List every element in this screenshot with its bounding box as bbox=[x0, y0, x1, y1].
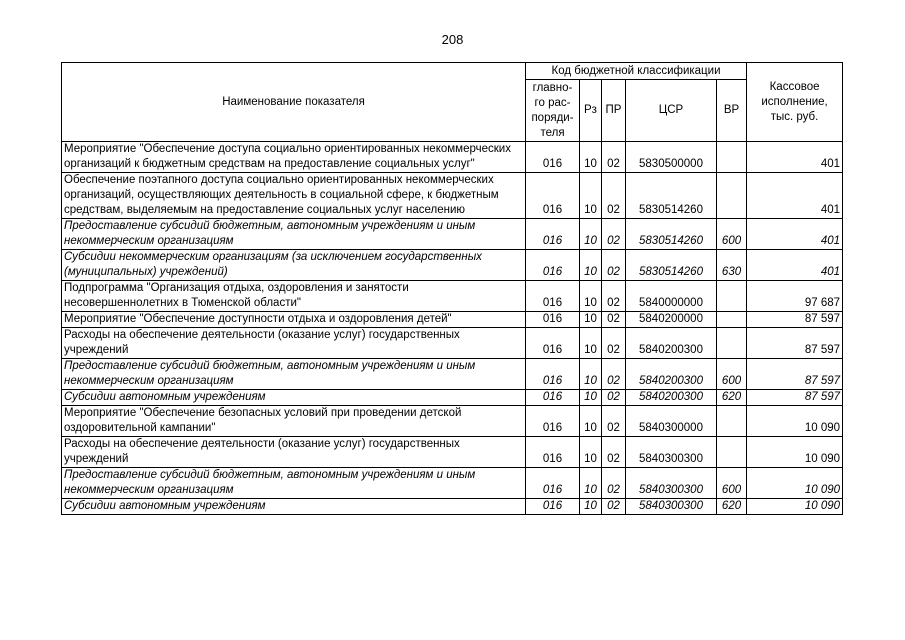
row-vr-cell bbox=[717, 437, 747, 468]
row-csr-cell: 5840300300 bbox=[626, 468, 717, 499]
row-name-cell: Субсидии некоммерческим организациям (за исключением государственных (муниципальных) учреждений) bbox=[62, 250, 526, 281]
row-grbs-cell: 016 bbox=[526, 250, 580, 281]
row-pr-cell: 02 bbox=[602, 359, 626, 390]
table-row bbox=[62, 250, 843, 281]
table-row bbox=[62, 142, 843, 173]
row-csr-cell: 5840200000 bbox=[626, 312, 717, 328]
table-row bbox=[62, 406, 843, 437]
row-pr-cell: 02 bbox=[602, 281, 626, 312]
row-name-cell: Мероприятие "Обеспечение доступности отдыха и оздоровления детей" bbox=[62, 312, 526, 328]
row-csr-cell: 5840300000 bbox=[626, 406, 717, 437]
row-vr-cell bbox=[717, 142, 747, 173]
row-pr-cell: 02 bbox=[602, 499, 626, 515]
row-amount-cell: 10 090 bbox=[747, 406, 843, 437]
row-grbs-cell: 016 bbox=[526, 468, 580, 499]
row-csr-cell: 5840200300 bbox=[626, 359, 717, 390]
row-grbs-cell: 016 bbox=[526, 173, 580, 219]
header-csr: ЦСР bbox=[626, 80, 717, 142]
row-vr-cell: 600 bbox=[717, 468, 747, 499]
row-vr-cell bbox=[717, 312, 747, 328]
row-pr-cell: 02 bbox=[602, 173, 626, 219]
row-grbs-cell: 016 bbox=[526, 281, 580, 312]
row-rz-cell: 10 bbox=[580, 219, 602, 250]
table-row bbox=[62, 173, 843, 219]
row-vr-cell: 600 bbox=[717, 219, 747, 250]
row-grbs-cell: 016 bbox=[526, 219, 580, 250]
header-vr: ВР bbox=[717, 80, 747, 142]
budget-execution-table bbox=[61, 62, 843, 515]
row-pr-cell: 02 bbox=[602, 437, 626, 468]
row-name-cell: Расходы на обеспечение деятельности (оказание услуг) государственных учреждений bbox=[62, 437, 526, 468]
row-name-cell: Расходы на обеспечение деятельности (оказание услуг) государственных учреждений bbox=[62, 328, 526, 359]
row-rz-cell: 10 bbox=[580, 390, 602, 406]
row-amount-cell: 401 bbox=[747, 173, 843, 219]
row-amount-cell: 10 090 bbox=[747, 468, 843, 499]
row-name-cell: Предоставление субсидий бюджетным, автономным учреждениям и иным некоммерческим организациям bbox=[62, 359, 526, 390]
row-csr-cell: 5840200300 bbox=[626, 328, 717, 359]
header-amount: Кассовое исполнение, тыс. руб. bbox=[747, 63, 843, 142]
row-vr-cell bbox=[717, 281, 747, 312]
row-vr-cell bbox=[717, 406, 747, 437]
row-amount-cell: 97 687 bbox=[747, 281, 843, 312]
row-grbs-cell: 016 bbox=[526, 328, 580, 359]
row-name-cell: Мероприятие "Обеспечение доступа социально ориентированных некоммерческих организаций к бюджетным средствам на предоставление социальных услуг" bbox=[62, 142, 526, 173]
row-name-cell: Предоставление субсидий бюджетным, автономным учреждениям и иным некоммерческим организациям bbox=[62, 468, 526, 499]
row-grbs-cell: 016 bbox=[526, 312, 580, 328]
row-pr-cell: 02 bbox=[602, 468, 626, 499]
table-row bbox=[62, 437, 843, 468]
header-pr: ПР bbox=[602, 80, 626, 142]
table-row bbox=[62, 281, 843, 312]
row-name-cell: Мероприятие "Обеспечение безопасных условий при проведении детской оздоровительной кампании" bbox=[62, 406, 526, 437]
row-rz-cell: 10 bbox=[580, 499, 602, 515]
row-pr-cell: 02 bbox=[602, 312, 626, 328]
row-pr-cell: 02 bbox=[602, 142, 626, 173]
table-row bbox=[62, 312, 843, 328]
row-vr-cell bbox=[717, 328, 747, 359]
row-grbs-cell: 016 bbox=[526, 437, 580, 468]
row-rz-cell: 10 bbox=[580, 173, 602, 219]
row-rz-cell: 10 bbox=[580, 468, 602, 499]
row-vr-cell: 600 bbox=[717, 359, 747, 390]
row-grbs-cell: 016 bbox=[526, 406, 580, 437]
row-amount-cell: 87 597 bbox=[747, 312, 843, 328]
row-rz-cell: 10 bbox=[580, 437, 602, 468]
row-grbs-cell: 016 bbox=[526, 390, 580, 406]
row-amount-cell: 401 bbox=[747, 250, 843, 281]
row-amount-cell: 10 090 bbox=[747, 499, 843, 515]
page-number: 208 bbox=[441, 32, 464, 47]
table-row bbox=[62, 359, 843, 390]
row-pr-cell: 02 bbox=[602, 390, 626, 406]
row-csr-cell: 5840000000 bbox=[626, 281, 717, 312]
row-csr-cell: 5840200300 bbox=[626, 390, 717, 406]
row-amount-cell: 87 597 bbox=[747, 328, 843, 359]
row-amount-cell: 401 bbox=[747, 219, 843, 250]
row-grbs-cell: 016 bbox=[526, 142, 580, 173]
row-rz-cell: 10 bbox=[580, 359, 602, 390]
row-name-cell: Предоставление субсидий бюджетным, автономным учреждениям и иным некоммерческим организациям bbox=[62, 219, 526, 250]
row-name-cell: Обеспечение поэтапного доступа социально ориентированных некоммерческих организаций, осуществляющих деятельность в социальной сфере, к бюджетным средствам, выделяемым на предоставление социальных услуг населению bbox=[62, 173, 526, 219]
row-csr-cell: 5830514260 bbox=[626, 173, 717, 219]
row-grbs-cell: 016 bbox=[526, 359, 580, 390]
row-name-cell: Подпрограмма "Организация отдыха, оздоровления и занятости несовершеннолетних в Тюменской области" bbox=[62, 281, 526, 312]
row-vr-cell: 620 bbox=[717, 499, 747, 515]
row-pr-cell: 02 bbox=[602, 219, 626, 250]
row-rz-cell: 10 bbox=[580, 328, 602, 359]
row-grbs-cell: 016 bbox=[526, 499, 580, 515]
row-pr-cell: 02 bbox=[602, 406, 626, 437]
table-row bbox=[62, 390, 843, 406]
row-name-cell: Субсидии автономным учреждениям bbox=[62, 390, 526, 406]
header-rz: Рз bbox=[580, 80, 602, 142]
row-vr-cell: 620 bbox=[717, 390, 747, 406]
row-csr-cell: 5830514260 bbox=[626, 250, 717, 281]
header-name: Наименование показателя bbox=[62, 63, 526, 142]
row-pr-cell: 02 bbox=[602, 250, 626, 281]
row-csr-cell: 5840300300 bbox=[626, 437, 717, 468]
row-amount-cell: 401 bbox=[747, 142, 843, 173]
row-name-cell: Субсидии автономным учреждениям bbox=[62, 499, 526, 515]
row-rz-cell: 10 bbox=[580, 281, 602, 312]
table-row bbox=[62, 499, 843, 515]
header-grbs: главно-го рас-поряди-теля bbox=[526, 80, 580, 142]
row-csr-cell: 5830500000 bbox=[626, 142, 717, 173]
row-pr-cell: 02 bbox=[602, 328, 626, 359]
row-csr-cell: 5830514260 bbox=[626, 219, 717, 250]
table-row bbox=[62, 328, 843, 359]
table-row bbox=[62, 219, 843, 250]
row-rz-cell: 10 bbox=[580, 406, 602, 437]
header-code-group: Код бюджетной классификации bbox=[526, 63, 747, 80]
row-rz-cell: 10 bbox=[580, 250, 602, 281]
table-row bbox=[62, 468, 843, 499]
row-amount-cell: 87 597 bbox=[747, 359, 843, 390]
row-vr-cell: 630 bbox=[717, 250, 747, 281]
row-rz-cell: 10 bbox=[580, 142, 602, 173]
row-csr-cell: 5840300300 bbox=[626, 499, 717, 515]
row-amount-cell: 10 090 bbox=[747, 437, 843, 468]
row-vr-cell bbox=[717, 173, 747, 219]
row-amount-cell: 87 597 bbox=[747, 390, 843, 406]
row-rz-cell: 10 bbox=[580, 312, 602, 328]
